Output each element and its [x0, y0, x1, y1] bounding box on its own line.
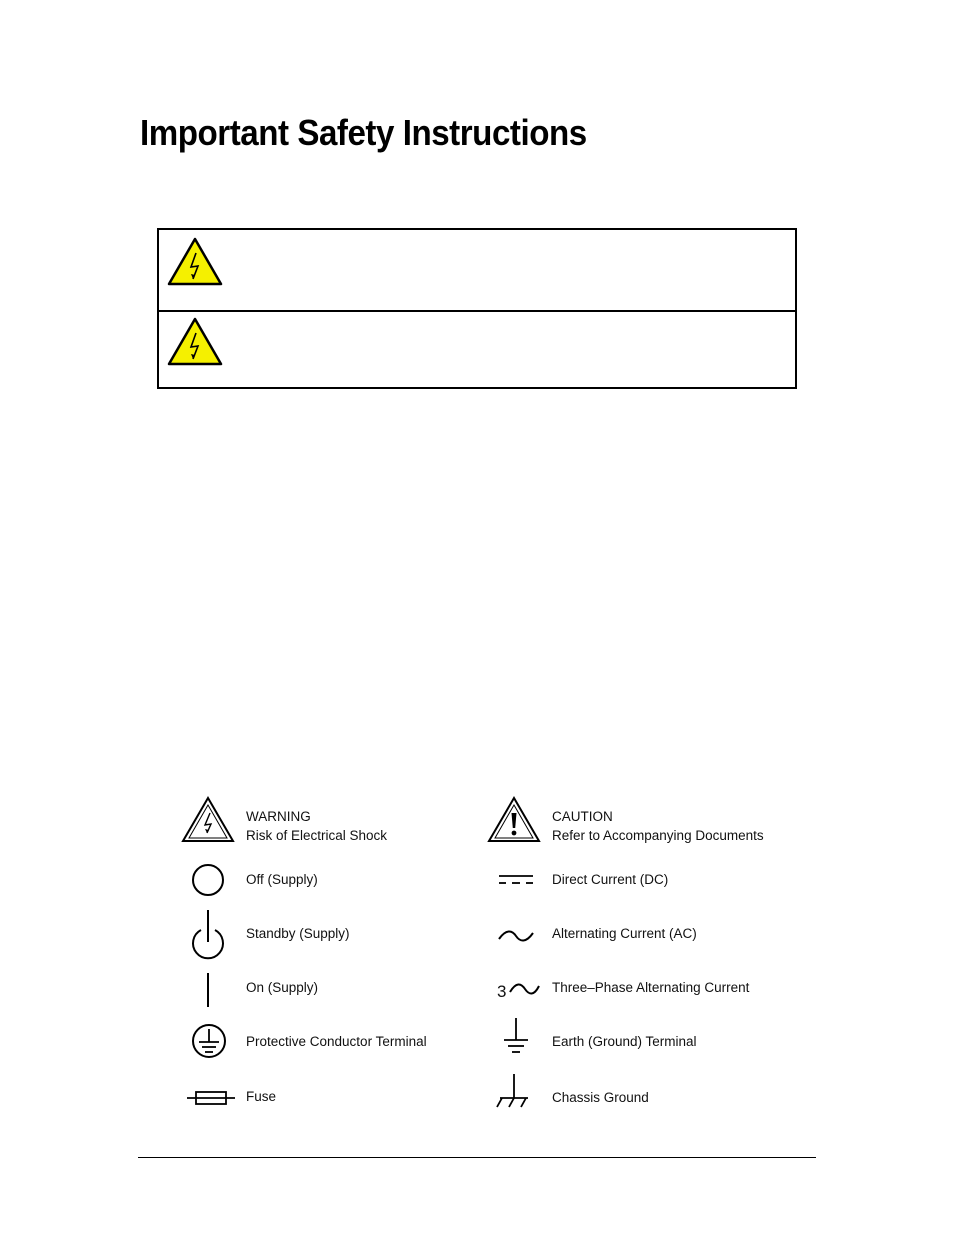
fuse-icon: [186, 1088, 236, 1108]
symbol-warning-shock: [180, 795, 460, 845]
symbol-label: Protective Conductor Terminal: [246, 1034, 427, 1049]
three-phase-glyph: 3: [497, 982, 507, 1001]
symbol-caution: [486, 795, 786, 845]
footer-divider: [138, 1157, 816, 1158]
chassis-ground-icon: [494, 1072, 534, 1112]
electrical-hazard-warning-icon: [167, 237, 223, 287]
on-supply-icon: [200, 970, 216, 1010]
warning-box: [157, 228, 797, 389]
warning-row: [159, 312, 795, 387]
alternating-current-icon: [496, 926, 536, 946]
symbol-label: CAUTION Refer to Accompanying Documents: [552, 809, 764, 843]
symbol-label: Standby (Supply): [246, 926, 350, 941]
symbol-direct-current: [486, 860, 786, 910]
symbol-label: Earth (Ground) Terminal: [552, 1034, 697, 1049]
symbol-three-phase-ac: [486, 968, 786, 1018]
standby-supply-icon: [190, 908, 226, 962]
off-supply-icon: [190, 862, 226, 898]
symbol-chassis-ground: [486, 1072, 786, 1122]
symbol-off-supply: [180, 860, 460, 910]
symbol-protective-conductor: [180, 1022, 460, 1072]
symbol-earth-ground: [486, 1016, 786, 1066]
symbol-label: Alternating Current (AC): [552, 926, 697, 941]
symbol-label: Three–Phase Alternating Current: [552, 980, 750, 995]
page-title: Important Safety Instructions: [140, 112, 587, 153]
warning-row: [159, 230, 795, 312]
symbol-fuse: [180, 1084, 460, 1134]
protective-conductor-terminal-icon: [190, 1022, 228, 1060]
symbol-label: Chassis Ground: [552, 1090, 649, 1105]
symbol-on-supply: [180, 970, 460, 1020]
symbol-label: WARNING Risk of Electrical Shock: [246, 809, 388, 843]
symbol-standby-supply: [180, 908, 460, 958]
electrical-shock-warning-icon: [180, 795, 236, 845]
electrical-hazard-warning-icon: [167, 317, 223, 367]
symbol-label: On (Supply): [246, 980, 319, 995]
symbol-label: Fuse: [246, 1089, 277, 1104]
direct-current-icon: [496, 872, 536, 888]
symbol-label: Off (Supply): [246, 872, 318, 887]
earth-ground-terminal-icon: [500, 1016, 532, 1056]
caution-icon: [486, 795, 542, 845]
symbol-alternating-current: [486, 914, 786, 964]
symbol-label: Direct Current (DC): [552, 872, 669, 887]
